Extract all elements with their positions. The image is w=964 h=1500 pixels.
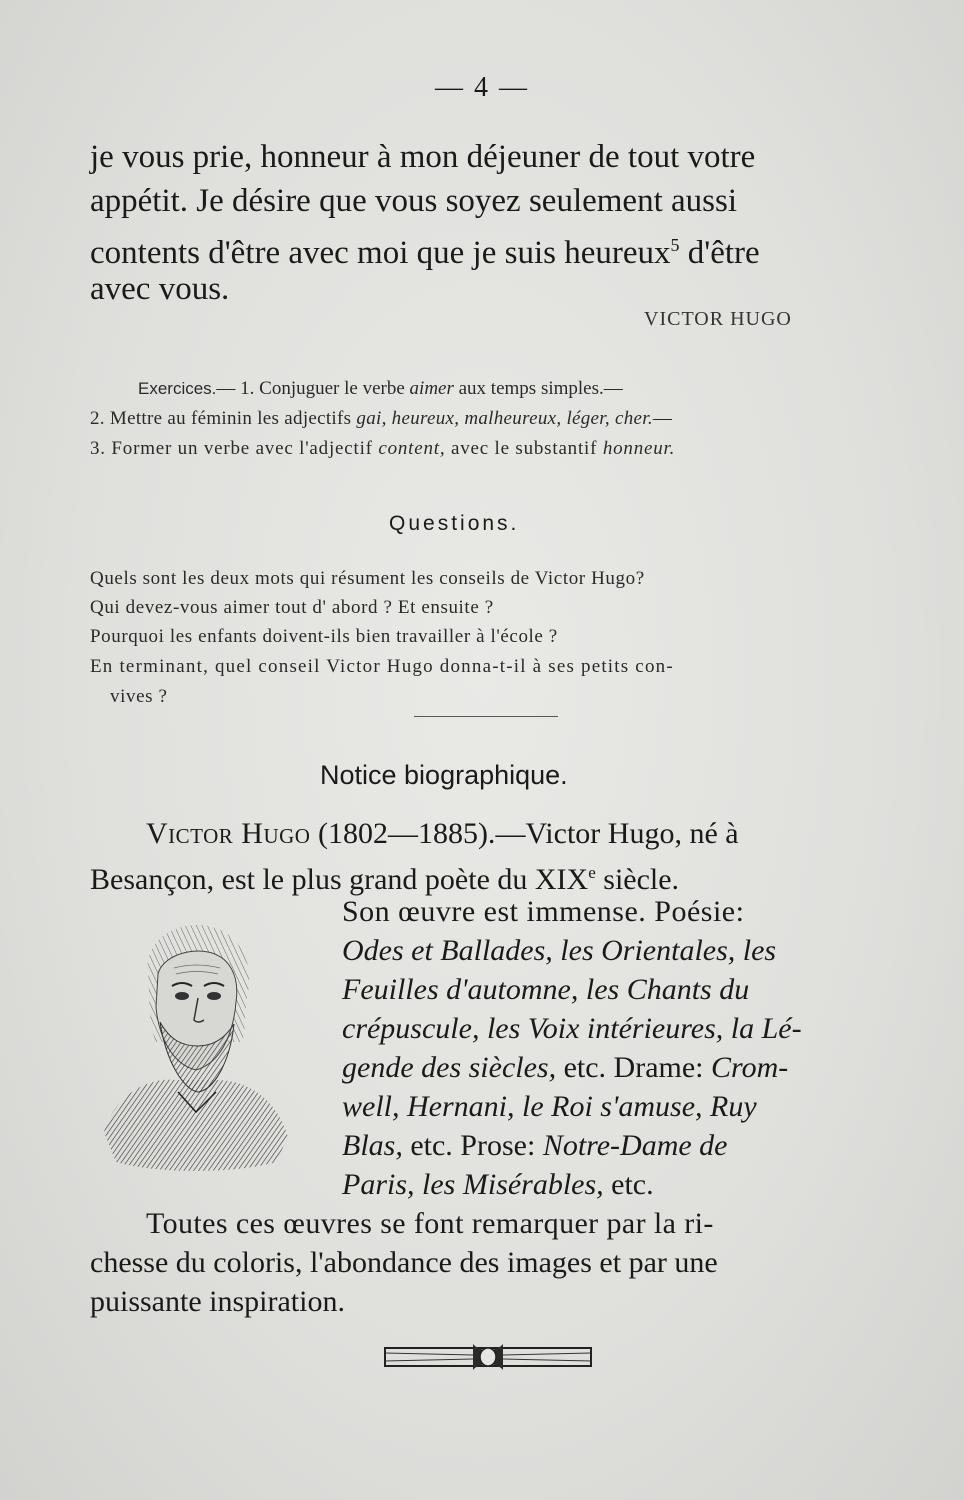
ornament-divider [383, 1336, 593, 1378]
exercise-line-2: 2. Mettre au féminin les adjectifs gai, heureux, malheureux, léger, cher.— [90, 408, 673, 429]
section-divider [414, 716, 558, 717]
question-1: Quels sont les deux mots qui résument les conseils de Victor Hugo? [90, 568, 645, 589]
question-3: Pourquoi les enfants doivent-ils bien travailler à l'école ? [90, 626, 558, 647]
author-name: Victor Hugo [146, 817, 311, 850]
bio-line-1: Victor Hugo (1802—1885).—Victor Hugo, né à [146, 817, 739, 850]
passage-line-1: je vous prie, honneur à mon déjeuner de tout votre [90, 139, 756, 175]
works-line-3: Feuilles d'automne, les Chants du [342, 973, 750, 1006]
closing-line-2: chesse du coloris, l'abondance des images et par une [90, 1246, 718, 1279]
exercise-line-1: Exercices.— 1. Conjuguer le verbe aimer aux temps simples.— [138, 378, 623, 399]
passage-line-3: contents d'être avec moi que je suis heureux$^5$ d'être [90, 235, 760, 271]
passage-line-2: appétit. Je désire que vous soyez seulement aussi [90, 183, 737, 219]
closing-line-1: Toutes ces œuvres se font remarquer par la ri- [146, 1207, 714, 1240]
questions-title: Questions. [389, 512, 520, 535]
question-4-cont: vives ? [110, 686, 168, 707]
works-line-8: Paris, les Misérables, etc. [342, 1168, 654, 1201]
exercises-label: Exercices. [138, 379, 217, 398]
works-line-2: Odes et Ballades, les Orientales, les [342, 934, 777, 967]
page-number: — 4 — [435, 72, 529, 103]
question-4: En terminant, quel conseil Victor Hugo donna-t-il à ses petits con- [90, 656, 674, 677]
footnote-mark: 5 [670, 235, 680, 255]
works-line-1: Son œuvre est immense. Poésie: [342, 895, 745, 928]
exercise-line-3: 3. Former un verbe avec l'adjectif content, avec le substantif honneur. [90, 438, 676, 459]
works-line-6: well, Hernani, le Roi s'amuse, Ruy [342, 1090, 757, 1123]
notice-title: Notice biographique. [320, 760, 568, 790]
works-line-7: Blas, etc. Prose: Notre-Dame de [342, 1129, 728, 1162]
question-2: Qui devez-vous aimer tout d' abord ? Et ensuite ? [90, 597, 494, 618]
portrait-engraving [96, 912, 292, 1174]
passage-line-4: avec vous. [90, 271, 230, 307]
works-line-5: gende des siècles, etc. Drame: Crom- [342, 1051, 789, 1084]
bio-line-2: Besançon, est le plus grand poète du XIXe siècle. [90, 863, 680, 896]
closing-line-3: puissante inspiration. [90, 1285, 345, 1318]
signature: VICTOR HUGO [644, 308, 792, 330]
works-line-4: crépuscule, les Voix intérieures, la Lé- [342, 1012, 802, 1045]
